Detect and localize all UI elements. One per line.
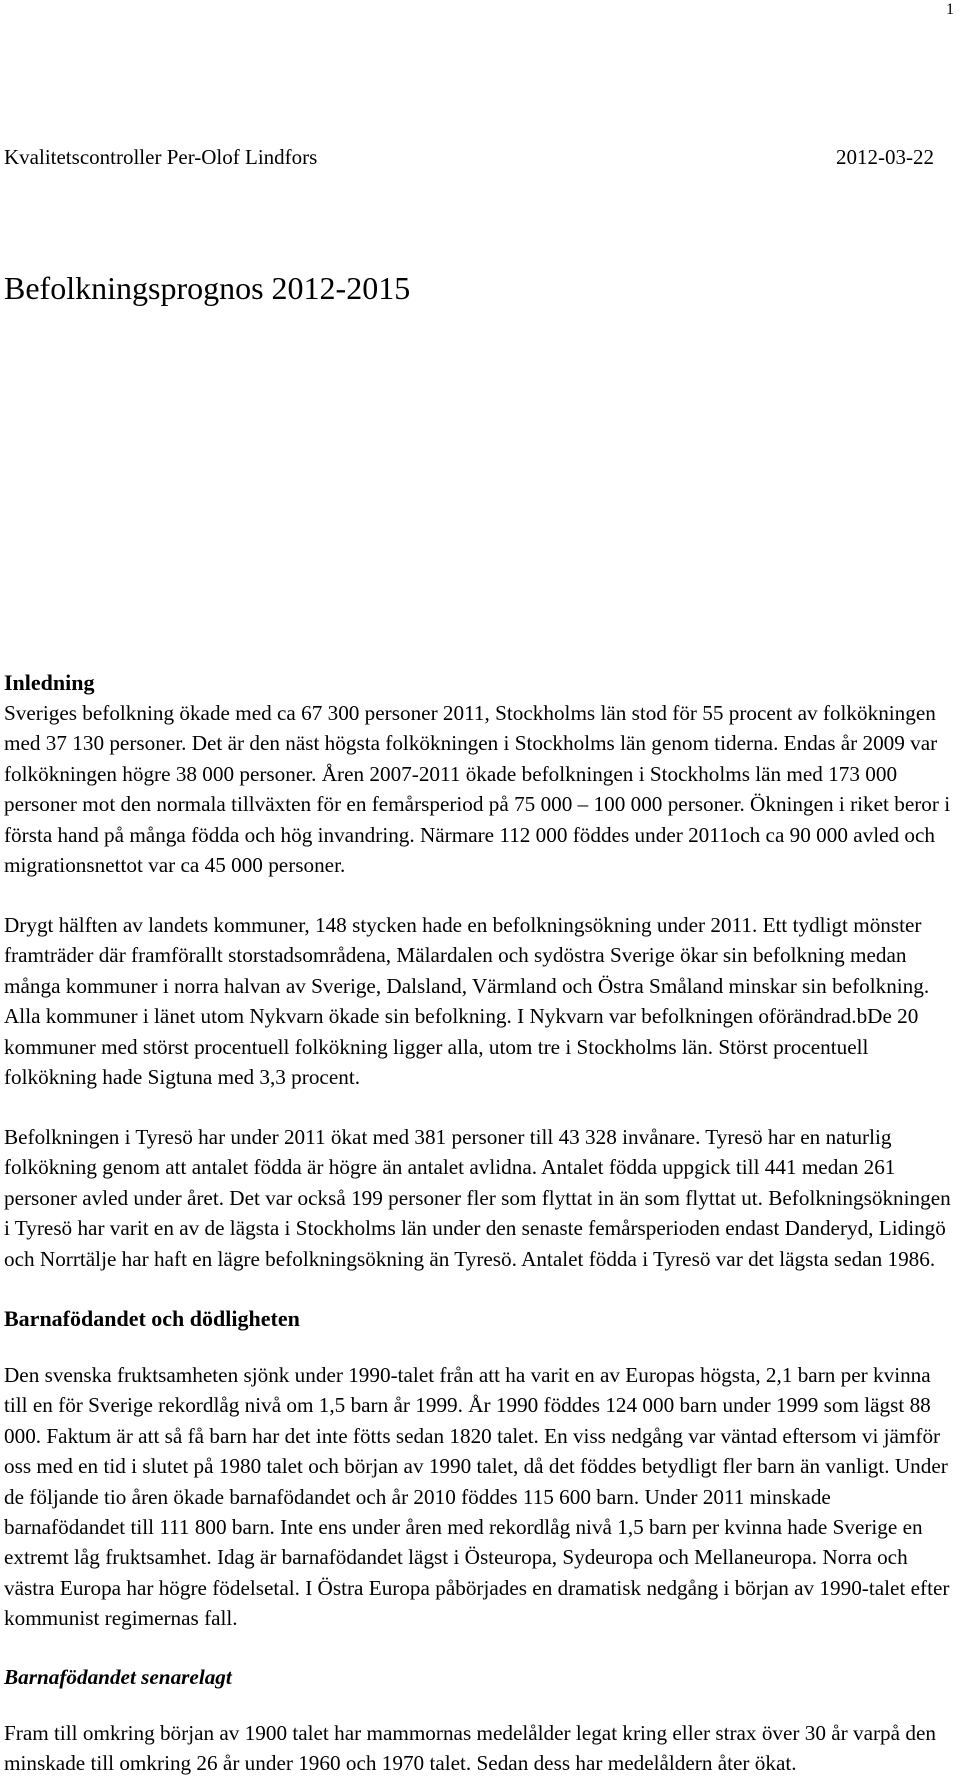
header-author: Kvalitetscontroller Per-Olof Lindfors <box>4 145 318 169</box>
section-heading-inledning: Inledning <box>4 670 95 695</box>
header-date: 2012-03-22 <box>836 145 934 169</box>
page-number: 1 <box>946 1 954 18</box>
paragraph-intro-1: Sveriges befolkning ökade med ca 67 300 personer 2011, Stockholms län stod för 55 procent av folkökningen med 37 130 personer. Det är den näst högsta folkökningen i Stockholms län genom tiderna. Endas år 2009 var folkökningen högre 38 000 personer. Åren 2007-2011 ökade befolkningen i Stockholms län med 173 000 personer mot den normala tillväxten för en femårsperiod på 75 000 – 100 000 personer. Ökningen i riket beror i första hand på många födda och hög invandring. Närmare 112 000 föddes under 2011och ca 90 000 avled och migrationsnettot var ca 45 000 personer. <box>4 701 951 878</box>
sub-heading-senarelagt: Barnafödandet senarelagt <box>4 1665 232 1689</box>
paragraph-delayed-1: Fram till omkring början av 1900 talet har mammornas medelålder legat kring eller strax över 30 år varpå den minskade till omkring 26 år under 1960 och 1970 talet. Sedan dess har medelåldern åter ökat. <box>4 1721 936 1776</box>
paragraph-intro-2: Drygt hälften av landets kommuner, 148 stycken hade en befolkningsökning under 2011. Ett tydligt mönster framträder där framförallt storstadsområdena, Mälardalen och sydöstra Sverige ökar sin befolkning medan många kommuner i norra halvan av Sverige, Dalsland, Värmland och Östra Småland minskar sin befolkning. Alla kommuner i länet utom Nykvarn ökade sin befolkning. I Nykvarn var befolkningen oförändrad.bDe 20 kommuner med störst procentuell folkökning ligger alla, utom tre i Stockholms län. Störst procentuell folkökning hade Sigtuna med 3,3 procent. <box>4 913 930 1090</box>
paragraph-intro-3: Befolkningen i Tyresö har under 2011 ökat med 381 personer till 43 328 invånare. Tyresö har en naturlig folkökning genom att antalet födda är högre än antalet avlidna. Antalet födda uppgick till 441 medan 261 personer avled under året. Det var också 199 personer fler som flyttat in än som flyttat ut. Befolkningsökningen i Tyresö har varit en av de lägsta i Stockholms län under den senaste femårsperioden endast Danderyd, Lidingö och Norrtälje har haft en lägre befolkningsökning än Tyresö. Antalet födda i Tyresö var det lägsta sedan 1986. <box>4 1125 951 1271</box>
paragraph-birth-1: Den svenska fruktsamheten sjönk under 1990-talet från att ha varit en av Europas högsta, 2,1 barn per kvinna till en för Sverige rekordlåg nivå om 1,5 barn år 1999. År 1990 föddes 124 000 barn under 1999 som lägst 88 000. Faktum är att så få barn har det inte fötts sedan 1820 talet. En viss nedgång var väntad eftersom vi jämför oss med en tid i slutet på 1980 talet och början av 1990 talet, då det föddes betydligt fler barn än vanligt. Under de följande tio åren ökade barnafödandet och år 2010 föddes 115 600 barn. Under 2011 minskade barnafödandet till 111 800 barn. Inte ens under åren med rekordlåg nivå 1,5 barn per kvinna hade Sverige en extremt låg fruktsamhet. Idag är barnafödandet lägst i Östeuropa, Sydeuropa och Mellaneuropa. Norra och västra Europa har högre födelsetal. I Östra Europa påbörjades en dramatisk nedgång i början av 1990-talet efter kommunist regimernas fall. <box>4 1363 950 1631</box>
document-header <box>4 142 934 172</box>
document-title: Befolkningsprognos 2012-2015 <box>4 270 411 306</box>
section-heading-barnafodandet: Barnafödandet och dödligheten <box>4 1306 300 1331</box>
